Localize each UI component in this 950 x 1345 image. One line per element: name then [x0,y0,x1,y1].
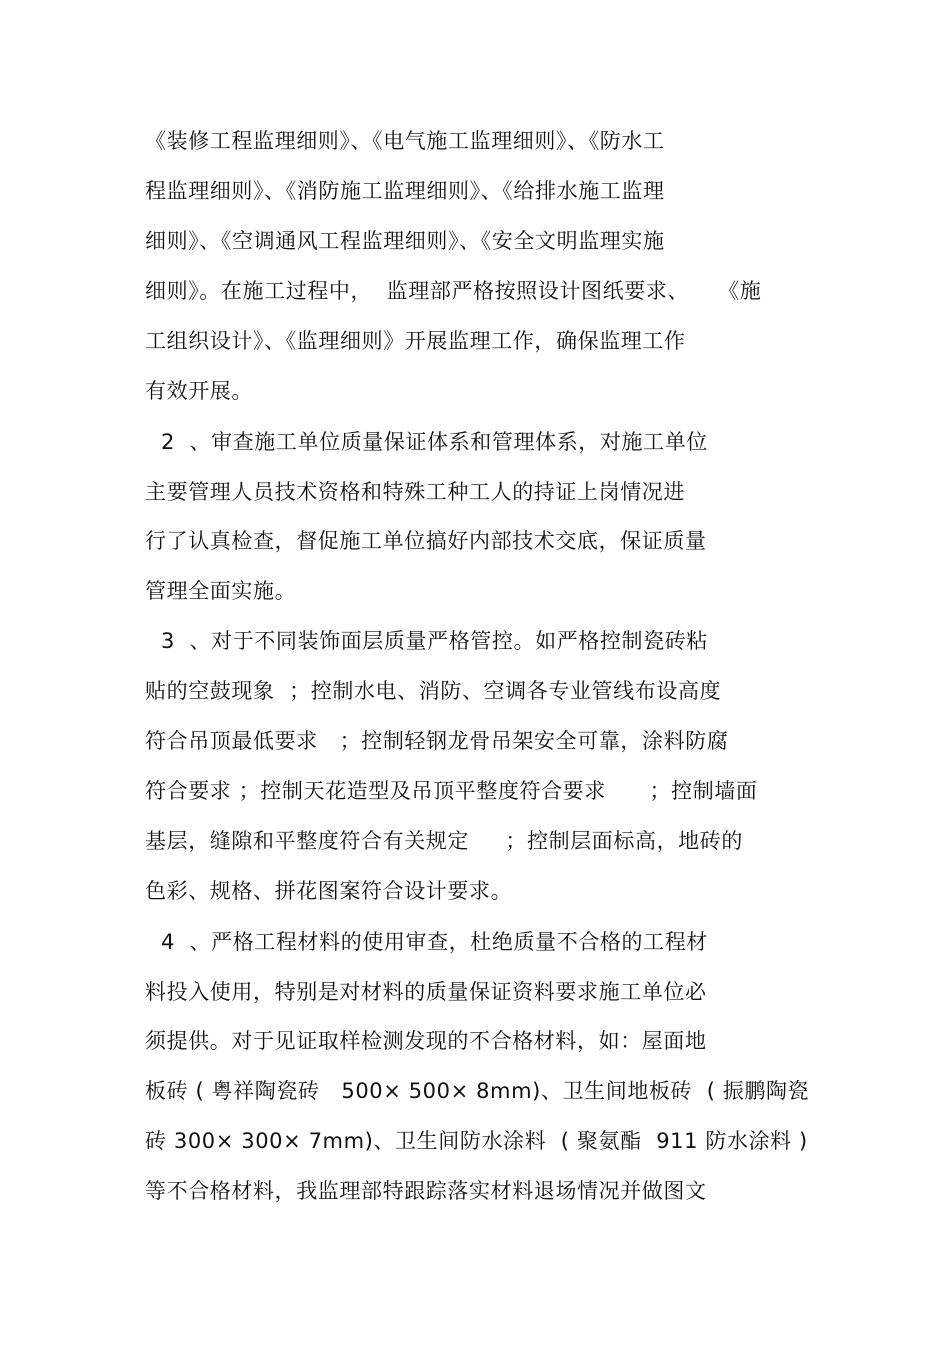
text-line: 砖 300× 300× 7mm)、卫生间防水涂料 ( 聚氨酯 911 防水涂料 ) [145,1129,808,1153]
text-line: 细则》。在施工过程中， 监理部严格按照设计图纸要求、 《施 [145,279,762,303]
text-line: 管理全面实施。 [145,579,297,603]
text-line: 色彩、规格、拼花图案符合设计要求。 [145,879,513,903]
paragraph-3-first-line: 3 、对于不同装饰面层质量严格管控。如严格控制瓷砖粘 [161,629,708,653]
paragraph-4-first-line: 4 、严格工程材料的使用审查，杜绝质量不合格的工程材 [161,930,708,954]
text-line: 须提供。对于见证取样检测发现的不合格材料，如：屋面地 [145,1029,707,1053]
text-line: 主要管理人员技术资格和特殊工种工人的持证上岗情况进 [145,480,685,504]
text-line: 符合吊顶最低要求 ；控制轻钢龙骨吊架安全可靠，涂料防腐 [145,729,729,753]
paragraph-2-first-line: 2 、审查施工单位质量保证体系和管理体系，对施工单位 [161,430,708,454]
text-line: 程监理细则》、《消防施工监理细则》、《给排水施工监理 [145,179,665,203]
text-line: 有效开展。 [145,379,253,403]
text-line: 料投入使用，特别是对材料的质量保证资料要求施工单位必 [145,980,707,1004]
text-line: 《装修工程监理细则》、《电气施工监理细则》、《防水工 [145,129,665,153]
text-line: 板砖 ( 粤祥陶瓷砖 500× 500× 8mm)、卫生间地板砖 ( 振鹏陶瓷 [145,1079,810,1103]
text-line: 细则》、《空调通风工程监理细则》、《安全文明监理实施 [145,229,665,253]
text-line: 工组织设计》、《监理细则》开展监理工作，确保监理工作 [145,329,686,353]
text-line: 行了认真检查，督促施工单位搞好内部技术交底，保证质量 [145,529,707,553]
text-line: 基层，缝隙和平整度符合有关规定 ；控制层面标高，地砖的 [145,829,743,853]
text-line: 符合要求 ；控制天花造型及吊顶平整度符合要求 ；控制墙面 [145,779,758,803]
text-line: 等不合格材料，我监理部特跟踪落实材料退场情况并做图文 [145,1179,707,1203]
text-line: 贴的空鼓现象 ；控制水电、消防、空调各专业管线布设高度 [145,679,722,703]
